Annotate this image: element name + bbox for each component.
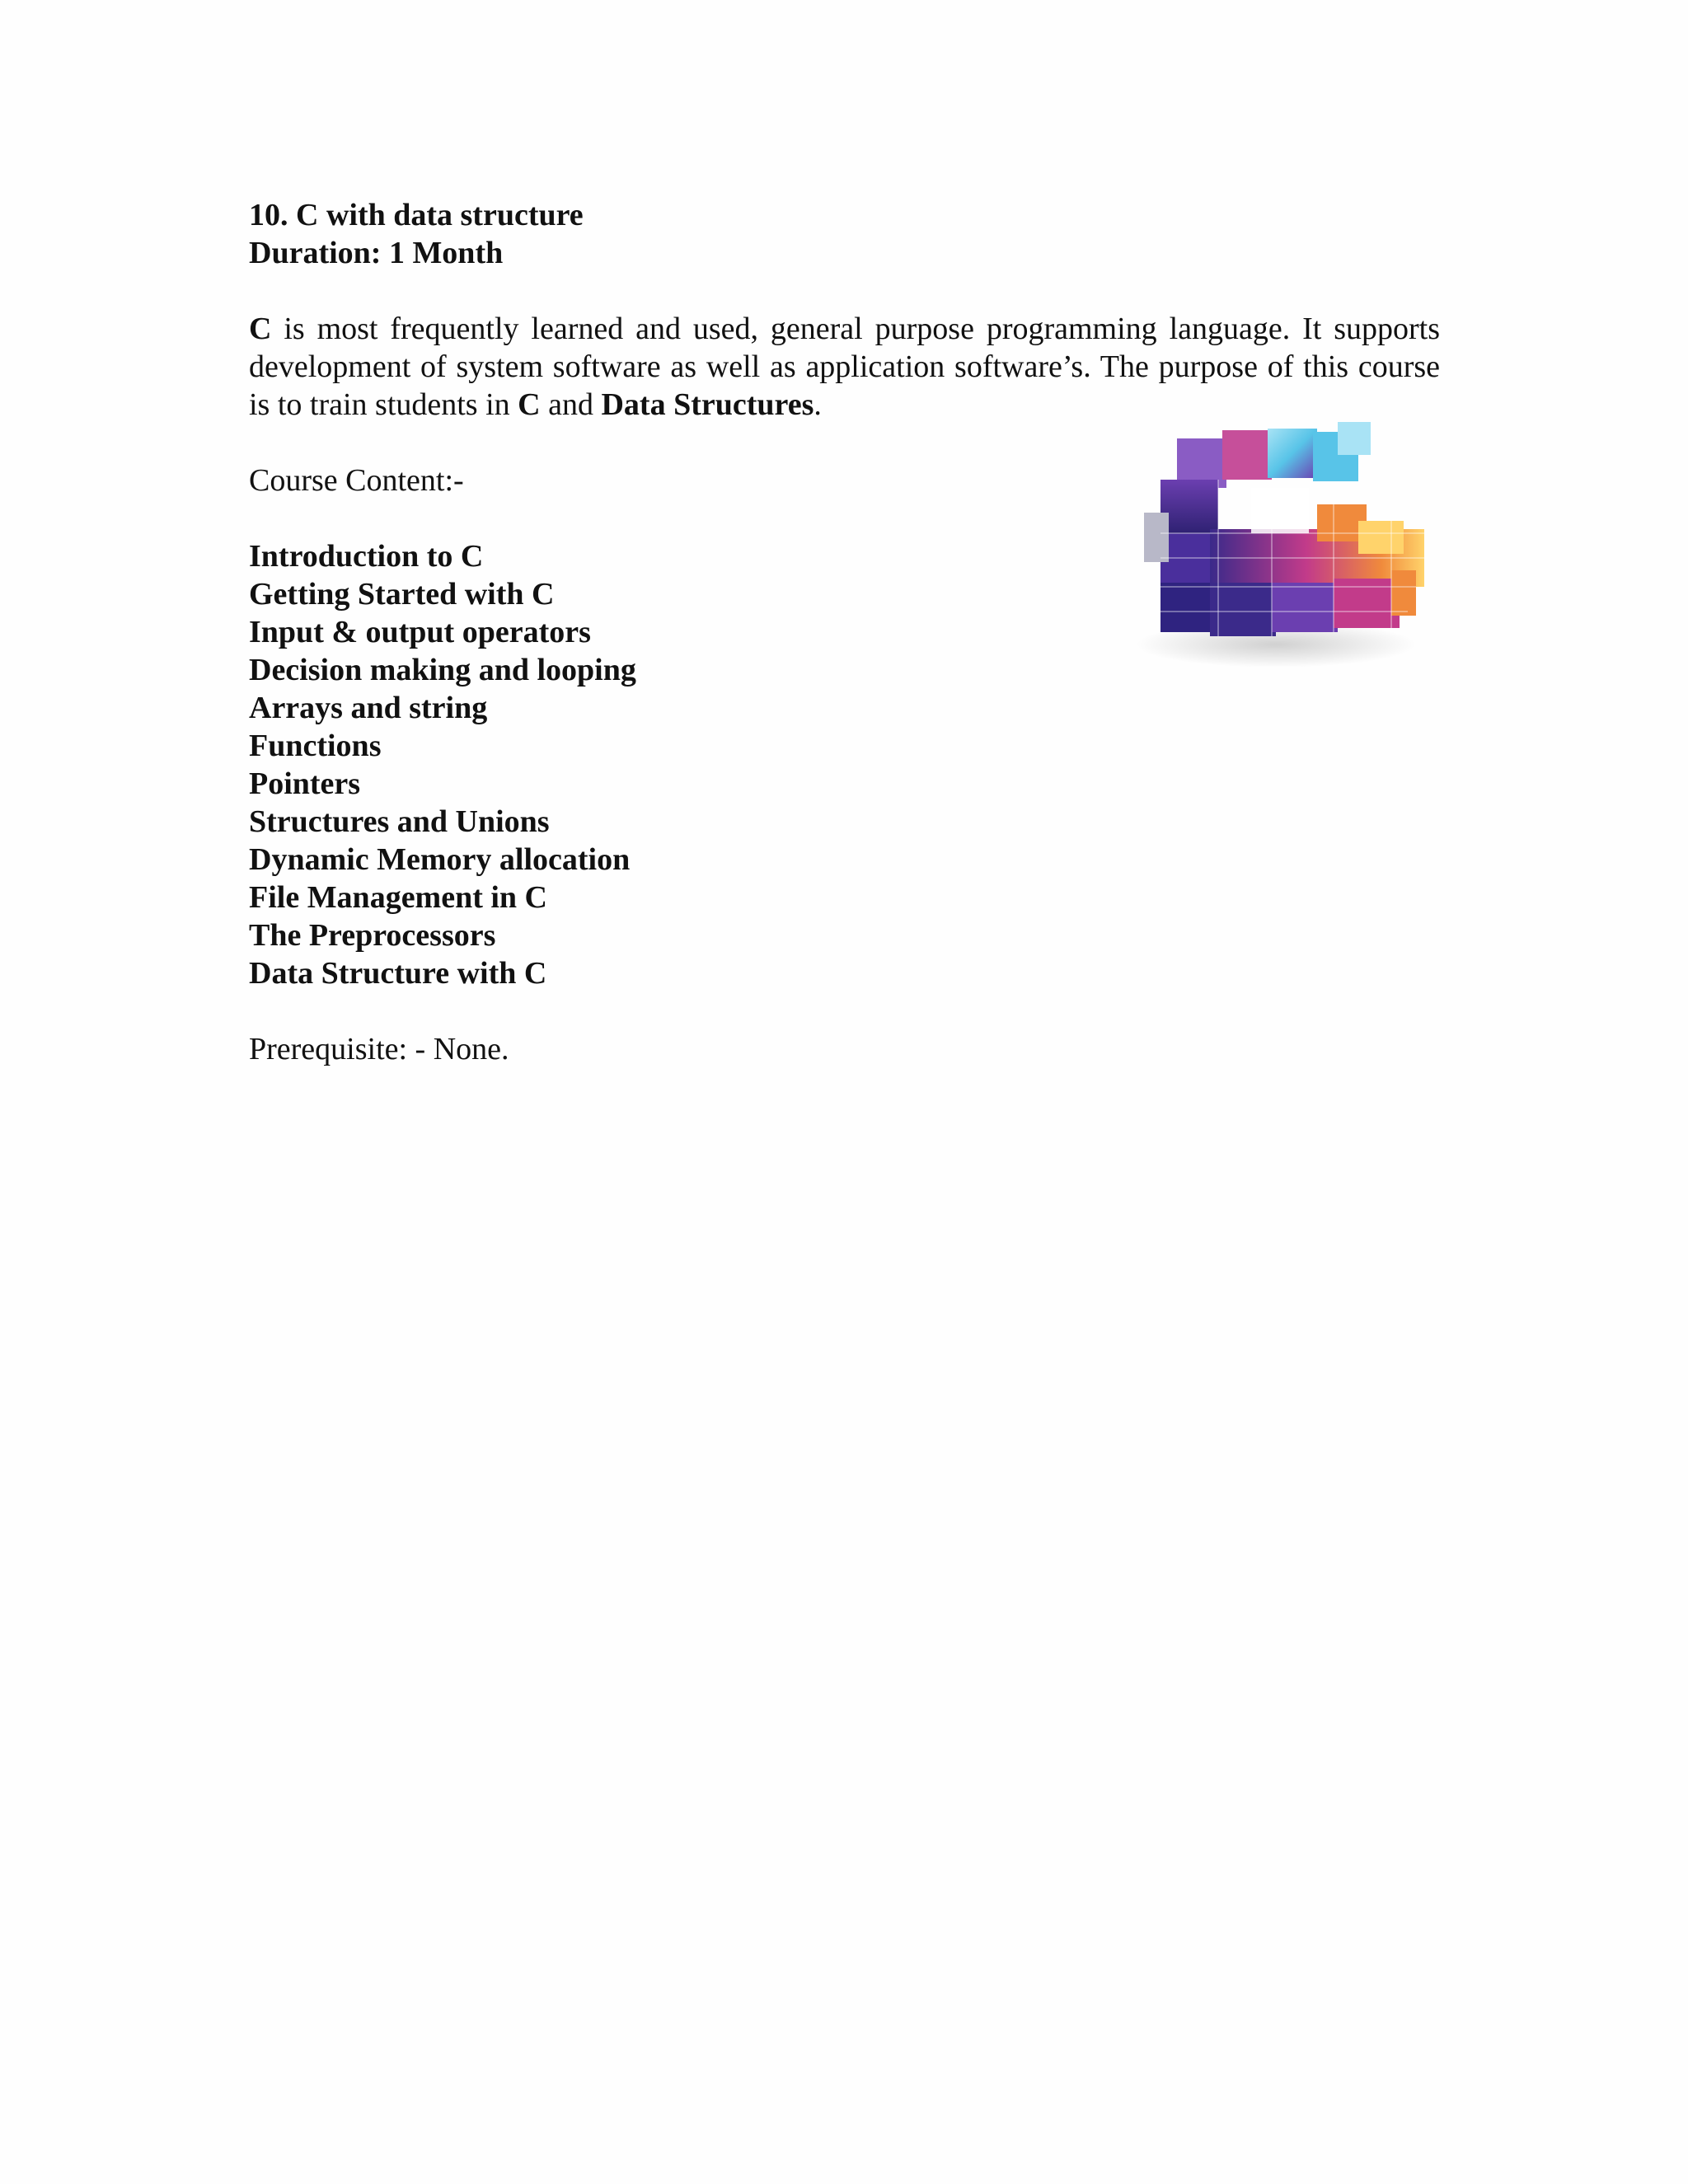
list-item: Pointers (249, 766, 361, 801)
list-item: Dynamic Memory allocation (249, 842, 631, 877)
list-item: Decision making and looping (249, 653, 636, 687)
cube-top-row (1177, 422, 1371, 488)
prerequisite-text: Prerequisite: - None. (249, 1032, 509, 1066)
course-description (249, 310, 1440, 424)
description-text-2: and (540, 387, 602, 422)
list-item: Getting Started with C (249, 577, 555, 612)
cube-left-column (1144, 480, 1218, 632)
course-title: 10. C with data structure (249, 198, 584, 232)
colorful-cube-c-logo-icon (1128, 422, 1426, 671)
list-item: Data Structure with C (249, 956, 547, 991)
list-item: Arrays and string (249, 691, 488, 725)
list-item: Functions (249, 729, 382, 763)
description-ds-bold: Data Structures (601, 387, 814, 422)
list-item: Introduction to C (249, 539, 484, 574)
spacer (249, 272, 1440, 310)
list-item: Input & output operators (249, 615, 591, 649)
list-item: File Management in C (249, 880, 548, 915)
cube-logo-graphic (1128, 422, 1426, 671)
course-content-label: Course Content:- (249, 463, 464, 498)
description-text-3: . (814, 387, 822, 422)
spacer (249, 992, 1440, 1030)
description-text-1: is most frequently learned and used, general purpose programming language. It supports development of system software as well as application software’s. The purpose of this course is to train students in (249, 312, 1440, 422)
description-lead-bold: C (249, 312, 272, 346)
course-duration: Duration: 1 Month (249, 236, 504, 270)
list-item: Structures and Unions (249, 804, 550, 839)
list-item: The Preprocessors (249, 918, 496, 953)
description-c-bold: C (518, 387, 541, 422)
